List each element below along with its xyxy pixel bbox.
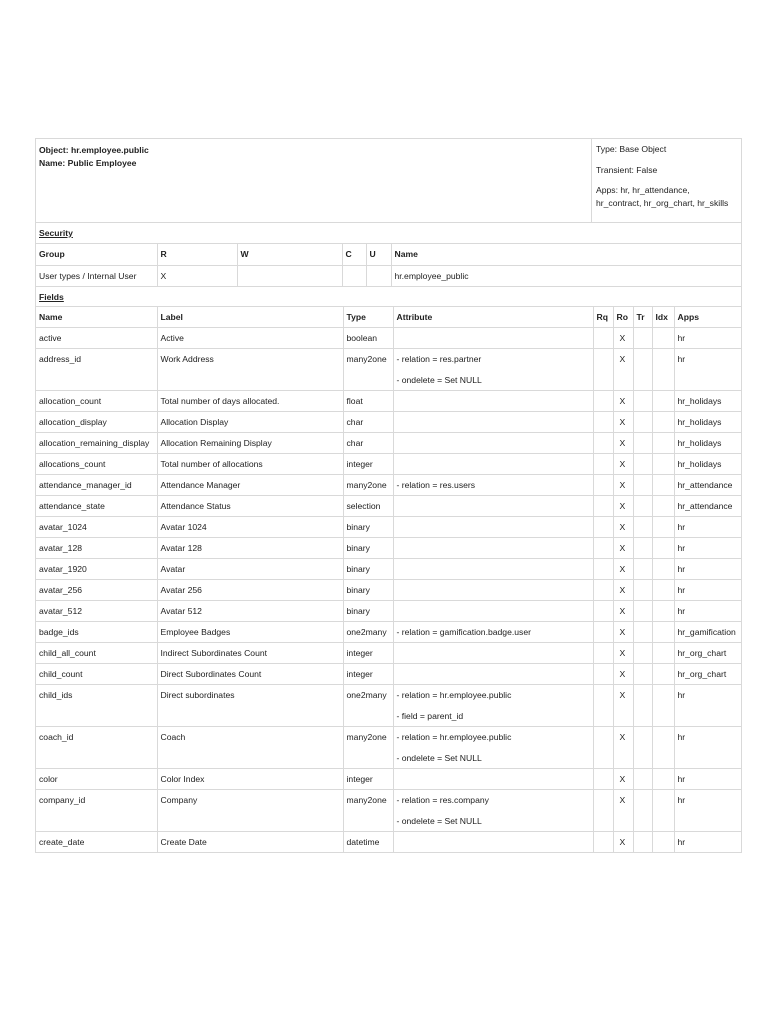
field-attribute-line: - relation = res.company: [396, 795, 489, 805]
field-label-cell: Direct subordinates: [157, 685, 343, 727]
field-ro-cell: [613, 622, 633, 643]
field-row-attendance-state: [36, 496, 741, 517]
fields-header-row: [36, 307, 741, 328]
field-attribute-cell: [393, 580, 593, 601]
fields-col-type: Type: [343, 307, 393, 328]
security-group-cell: User types / Internal User: [36, 265, 157, 286]
field-type-cell: datetime: [343, 832, 393, 853]
field-rq-cell: [593, 643, 613, 664]
fields-section-title: Fields: [36, 286, 741, 307]
field-name-cell: allocations_count: [36, 454, 157, 475]
field-name-cell: child_all_count: [36, 643, 157, 664]
security-header-row: [36, 244, 741, 265]
field-name-cell: avatar_128: [36, 538, 157, 559]
field-attribute-cell: [393, 643, 593, 664]
field-tr-cell: [633, 601, 652, 622]
field-row-avatar-1920: [36, 559, 741, 580]
field-type-cell: selection: [343, 496, 393, 517]
field-attribute-line: - relation = res.users: [396, 480, 476, 490]
field-rq-cell: [593, 727, 613, 769]
field-rq-cell: [593, 433, 613, 454]
field-idx-cell: [652, 769, 674, 790]
flag-mark: X: [619, 543, 626, 553]
field-attribute-line: - field = parent_id: [396, 711, 464, 721]
field-row-badge-ids: [36, 622, 741, 643]
field-ro-cell: [613, 538, 633, 559]
field-rq-cell: [593, 601, 613, 622]
field-apps-cell: hr: [674, 769, 741, 790]
fields-col-label: Label: [157, 307, 343, 328]
field-attribute-cell: [393, 349, 593, 391]
security-w-cell: [237, 265, 342, 286]
field-attribute-line: - relation = res.partner: [396, 354, 482, 364]
field-idx-cell: [652, 538, 674, 559]
field-tr-cell: [633, 496, 652, 517]
apps-line: Apps: hr, hr_attendance, hr_contract, hr_org_chart, hr_skills: [596, 185, 729, 208]
field-idx-cell: [652, 622, 674, 643]
field-label-cell: Active: [157, 328, 343, 349]
field-attribute-line: - ondelete = Set NULL: [396, 816, 482, 826]
flag-mark: X: [619, 669, 626, 679]
security-section-title: Security: [36, 223, 741, 244]
field-type-cell: binary: [343, 538, 393, 559]
field-label-cell: Allocation Remaining Display: [157, 433, 343, 454]
field-ro-cell: [613, 349, 633, 391]
field-rq-cell: [593, 769, 613, 790]
field-name-cell: attendance_state: [36, 496, 157, 517]
field-name-cell: avatar_512: [36, 601, 157, 622]
field-rq-cell: [593, 685, 613, 727]
field-rq-cell: [593, 664, 613, 685]
field-idx-cell: [652, 790, 674, 832]
field-attribute-cell: [393, 391, 593, 412]
field-name-cell: coach_id: [36, 727, 157, 769]
field-apps-cell: hr: [674, 559, 741, 580]
flag-mark: X: [619, 732, 626, 742]
field-type-cell: char: [343, 433, 393, 454]
field-ro-cell: [613, 496, 633, 517]
field-tr-cell: [633, 622, 652, 643]
field-rq-cell: [593, 832, 613, 853]
field-tr-cell: [633, 328, 652, 349]
field-row-allocation-display: [36, 412, 741, 433]
field-tr-cell: [633, 727, 652, 769]
field-attribute-cell: [393, 475, 593, 496]
field-row-avatar-1024: [36, 517, 741, 538]
field-name-cell: company_id: [36, 790, 157, 832]
field-tr-cell: [633, 538, 652, 559]
field-tr-cell: [633, 349, 652, 391]
field-tr-cell: [633, 475, 652, 496]
field-ro-cell: [613, 517, 633, 538]
field-ro-cell: [613, 643, 633, 664]
field-name-cell: allocation_display: [36, 412, 157, 433]
object-header: [36, 139, 741, 223]
field-ro-cell: [613, 832, 633, 853]
field-attribute-cell: [393, 727, 593, 769]
field-idx-cell: [652, 559, 674, 580]
field-ro-cell: [613, 727, 633, 769]
fields-col-idx: Idx: [652, 307, 674, 328]
field-tr-cell: [633, 412, 652, 433]
field-name-cell: allocation_remaining_display: [36, 433, 157, 454]
field-type-cell: integer: [343, 769, 393, 790]
field-rq-cell: [593, 790, 613, 832]
field-row-child-all-count: [36, 643, 741, 664]
field-type-cell: binary: [343, 580, 393, 601]
field-label-cell: Indirect Subordinates Count: [157, 643, 343, 664]
field-apps-cell: hr: [674, 832, 741, 853]
field-row-color: [36, 769, 741, 790]
field-rq-cell: [593, 412, 613, 433]
field-ro-cell: [613, 769, 633, 790]
field-row-avatar-512: [36, 601, 741, 622]
field-attribute-line: - relation = gamification.badge.user: [396, 627, 531, 637]
field-label-cell: Work Address: [157, 349, 343, 391]
field-tr-cell: [633, 580, 652, 601]
field-rq-cell: [593, 538, 613, 559]
field-label-cell: Allocation Display: [157, 412, 343, 433]
field-name-cell: child_count: [36, 664, 157, 685]
field-rq-cell: [593, 622, 613, 643]
field-name-cell: attendance_manager_id: [36, 475, 157, 496]
security-u-cell: [366, 265, 391, 286]
field-idx-cell: [652, 517, 674, 538]
field-type-cell: one2many: [343, 685, 393, 727]
field-type-cell: char: [343, 412, 393, 433]
field-rq-cell: [593, 391, 613, 412]
field-apps-cell: hr: [674, 685, 741, 727]
field-apps-cell: hr_holidays: [674, 391, 741, 412]
field-ro-cell: [613, 580, 633, 601]
field-attribute-cell: [393, 685, 593, 727]
fields-col-tr: Tr: [633, 307, 652, 328]
field-row-active: [36, 328, 741, 349]
security-col-r: R: [157, 244, 237, 265]
field-row-allocation-remaining-display: [36, 433, 741, 454]
flag-mark: X: [619, 459, 626, 469]
field-name-cell: badge_ids: [36, 622, 157, 643]
field-row-create-date: [36, 832, 741, 853]
field-idx-cell: [652, 727, 674, 769]
field-idx-cell: [652, 328, 674, 349]
fields-col-attribute: Attribute: [393, 307, 593, 328]
flag-mark: X: [619, 564, 626, 574]
field-type-cell: float: [343, 391, 393, 412]
security-name-cell: hr.employee_public: [391, 265, 741, 286]
field-label-cell: Avatar 1024: [157, 517, 343, 538]
field-idx-cell: [652, 643, 674, 664]
field-label-cell: Create Date: [157, 832, 343, 853]
field-ro-cell: [613, 328, 633, 349]
field-apps-cell: hr_holidays: [674, 433, 741, 454]
fields-col-name: Name: [36, 307, 157, 328]
field-idx-cell: [652, 580, 674, 601]
transient-line: Transient: False: [596, 164, 658, 175]
security-c-cell: [342, 265, 366, 286]
field-apps-cell: hr: [674, 580, 741, 601]
field-label-cell: Avatar: [157, 559, 343, 580]
fields-col-apps: Apps: [674, 307, 741, 328]
field-attribute-cell: [393, 790, 593, 832]
field-ro-cell: [613, 391, 633, 412]
field-label-cell: Employee Badges: [157, 622, 343, 643]
field-tr-cell: [633, 790, 652, 832]
field-type-cell: binary: [343, 517, 393, 538]
name-line: Name: Public Employee: [39, 157, 137, 168]
field-ro-cell: [613, 433, 633, 454]
field-idx-cell: [652, 664, 674, 685]
field-tr-cell: [633, 517, 652, 538]
security-col-group: Group: [36, 244, 157, 265]
field-rq-cell: [593, 559, 613, 580]
field-label-cell: Coach: [157, 727, 343, 769]
object-meta: [592, 139, 741, 222]
field-type-cell: integer: [343, 454, 393, 475]
field-label-cell: Total number of allocations: [157, 454, 343, 475]
field-attribute-line: - ondelete = Set NULL: [396, 375, 482, 385]
field-ro-cell: [613, 601, 633, 622]
field-row-attendance-manager-id: [36, 475, 741, 496]
field-attribute-line: - relation = hr.employee.public: [396, 732, 512, 742]
field-tr-cell: [633, 454, 652, 475]
field-attribute-cell: [393, 328, 593, 349]
field-attribute-line: - ondelete = Set NULL: [396, 753, 482, 763]
field-row-coach-id: [36, 727, 741, 769]
field-apps-cell: hr_holidays: [674, 454, 741, 475]
field-tr-cell: [633, 433, 652, 454]
field-apps-cell: hr_holidays: [674, 412, 741, 433]
field-attribute-cell: [393, 538, 593, 559]
field-attribute-cell: [393, 601, 593, 622]
fields-col-ro: Ro: [613, 307, 633, 328]
field-name-cell: color: [36, 769, 157, 790]
flag-mark: X: [619, 837, 626, 847]
field-ro-cell: [613, 664, 633, 685]
fields-table: [36, 307, 741, 852]
flag-mark: X: [619, 501, 626, 511]
field-row-child-ids: [36, 685, 741, 727]
fields-table-body: [36, 307, 741, 852]
field-tr-cell: [633, 664, 652, 685]
field-type-cell: many2one: [343, 790, 393, 832]
field-row-address-id: [36, 349, 741, 391]
security-r-cell: X: [157, 265, 237, 286]
field-type-cell: many2one: [343, 349, 393, 391]
field-tr-cell: [633, 685, 652, 727]
field-name-cell: avatar_1024: [36, 517, 157, 538]
field-apps-cell: hr_attendance: [674, 475, 741, 496]
field-type-cell: many2one: [343, 727, 393, 769]
field-label-cell: Avatar 512: [157, 601, 343, 622]
model-document: [35, 138, 742, 853]
flag-mark: X: [619, 648, 626, 658]
field-attribute-cell: [393, 496, 593, 517]
field-type-cell: binary: [343, 559, 393, 580]
field-row-company-id: [36, 790, 741, 832]
field-attribute-cell: [393, 412, 593, 433]
field-apps-cell: hr_org_chart: [674, 643, 741, 664]
field-attribute-cell: [393, 769, 593, 790]
field-type-cell: integer: [343, 664, 393, 685]
field-attribute-cell: [393, 664, 593, 685]
field-apps-cell: hr_gamification: [674, 622, 741, 643]
security-col-w: W: [237, 244, 342, 265]
field-attribute-line: - relation = hr.employee.public: [396, 690, 512, 700]
field-name-cell: address_id: [36, 349, 157, 391]
field-label-cell: Attendance Status: [157, 496, 343, 517]
security-col-u: U: [366, 244, 391, 265]
field-attribute-cell: [393, 517, 593, 538]
field-idx-cell: [652, 412, 674, 433]
field-attribute-cell: [393, 832, 593, 853]
field-label-cell: Direct Subordinates Count: [157, 664, 343, 685]
object-identity: [36, 139, 592, 222]
field-tr-cell: [633, 559, 652, 580]
field-label-cell: Attendance Manager: [157, 475, 343, 496]
field-idx-cell: [652, 496, 674, 517]
flag-mark: X: [619, 480, 626, 490]
field-rq-cell: [593, 580, 613, 601]
field-apps-cell: hr: [674, 601, 741, 622]
field-label-cell: Total number of days allocated.: [157, 391, 343, 412]
field-ro-cell: [613, 559, 633, 580]
flag-mark: X: [619, 522, 626, 532]
field-rq-cell: [593, 349, 613, 391]
field-idx-cell: [652, 475, 674, 496]
field-idx-cell: [652, 601, 674, 622]
field-idx-cell: [652, 433, 674, 454]
field-apps-cell: hr: [674, 790, 741, 832]
field-row-child-count: [36, 664, 741, 685]
field-ro-cell: [613, 454, 633, 475]
flag-mark: X: [619, 585, 626, 595]
field-apps-cell: hr: [674, 538, 741, 559]
field-row-avatar-256: [36, 580, 741, 601]
field-attribute-cell: [393, 454, 593, 475]
flag-mark: X: [619, 774, 626, 784]
field-idx-cell: [652, 832, 674, 853]
field-ro-cell: [613, 790, 633, 832]
flag-mark: X: [619, 333, 626, 343]
security-col-c: C: [342, 244, 366, 265]
security-row: [36, 265, 741, 286]
field-name-cell: avatar_1920: [36, 559, 157, 580]
field-idx-cell: [652, 685, 674, 727]
field-idx-cell: [652, 391, 674, 412]
field-type-cell: integer: [343, 643, 393, 664]
field-attribute-cell: [393, 433, 593, 454]
field-tr-cell: [633, 643, 652, 664]
field-apps-cell: hr: [674, 328, 741, 349]
field-name-cell: create_date: [36, 832, 157, 853]
field-idx-cell: [652, 349, 674, 391]
field-apps-cell: hr: [674, 727, 741, 769]
type-line: Type: Base Object: [596, 144, 667, 154]
field-rq-cell: [593, 328, 613, 349]
field-label-cell: Color Index: [157, 769, 343, 790]
field-label-cell: Avatar 128: [157, 538, 343, 559]
fields-col-rq: Rq: [593, 307, 613, 328]
field-attribute-cell: [393, 622, 593, 643]
field-name-cell: allocation_count: [36, 391, 157, 412]
field-label-cell: Company: [157, 790, 343, 832]
field-type-cell: one2many: [343, 622, 393, 643]
security-table: [36, 244, 741, 286]
field-row-allocations-count: [36, 454, 741, 475]
field-rq-cell: [593, 475, 613, 496]
field-ro-cell: [613, 685, 633, 727]
field-tr-cell: [633, 769, 652, 790]
flag-mark: X: [619, 627, 626, 637]
field-tr-cell: [633, 391, 652, 412]
field-name-cell: child_ids: [36, 685, 157, 727]
field-apps-cell: hr: [674, 517, 741, 538]
field-apps-cell: hr: [674, 349, 741, 391]
object-line: Object: hr.employee.public: [39, 145, 149, 155]
field-name-cell: active: [36, 328, 157, 349]
field-apps-cell: hr_attendance: [674, 496, 741, 517]
field-idx-cell: [652, 454, 674, 475]
field-rq-cell: [593, 517, 613, 538]
flag-mark: X: [619, 795, 626, 805]
field-type-cell: boolean: [343, 328, 393, 349]
field-ro-cell: [613, 475, 633, 496]
field-name-cell: avatar_256: [36, 580, 157, 601]
field-attribute-cell: [393, 559, 593, 580]
flag-mark: X: [619, 690, 626, 700]
field-type-cell: binary: [343, 601, 393, 622]
flag-mark: X: [619, 417, 626, 427]
field-rq-cell: [593, 454, 613, 475]
security-col-name: Name: [391, 244, 741, 265]
field-type-cell: many2one: [343, 475, 393, 496]
flag-mark: X: [619, 438, 626, 448]
field-rq-cell: [593, 496, 613, 517]
field-row-allocation-count: [36, 391, 741, 412]
field-label-cell: Avatar 256: [157, 580, 343, 601]
flag-mark: X: [619, 606, 626, 616]
flag-mark: X: [619, 354, 626, 364]
field-row-avatar-128: [36, 538, 741, 559]
flag-mark: X: [619, 396, 626, 406]
field-apps-cell: hr_org_chart: [674, 664, 741, 685]
field-ro-cell: [613, 412, 633, 433]
field-tr-cell: [633, 832, 652, 853]
